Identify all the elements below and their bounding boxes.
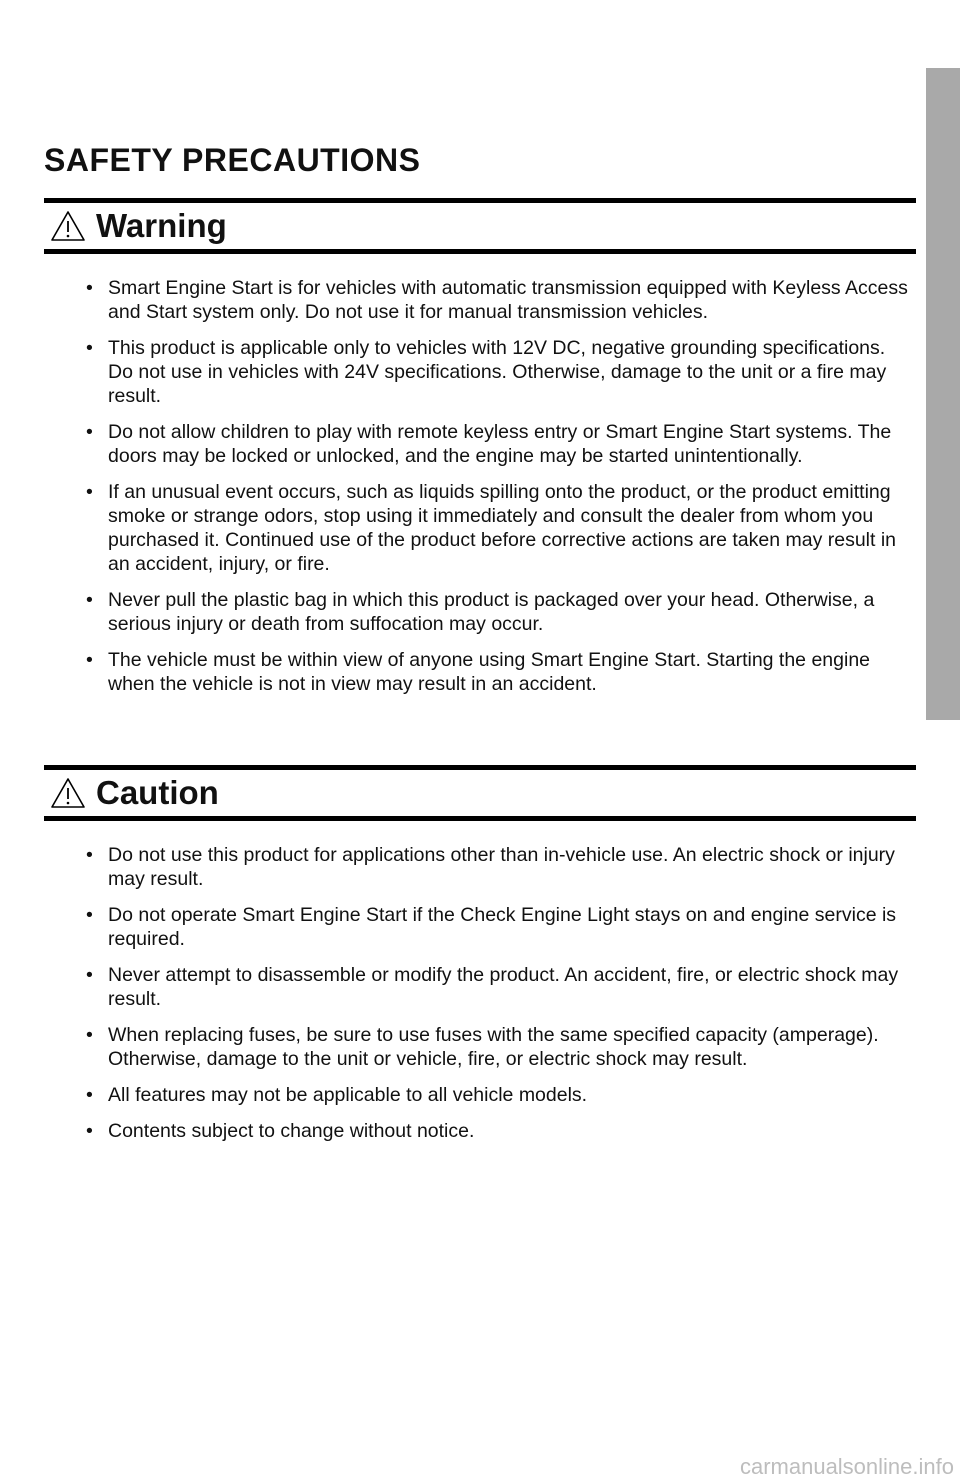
bullet: • [86,1084,93,1106]
list-item-text: Do not operate Smart Engine Start if the Check Engine Light stays on and engine service is required. [108,904,897,950]
bullet: • [86,589,93,611]
list-item-text: Never attempt to disassemble or modify the product. An accident, fire, or electric shock may result. [108,964,899,1010]
side-tab [926,68,960,720]
bullet: • [86,277,93,299]
warning-list [82,276,912,696]
warning-header [44,198,916,254]
list-item [82,648,912,696]
list-item-text: This product is applicable only to vehicles with 12V DC, negative grounding specifications. Do not use in vehicles with 24V specifications. Otherwise, damage to the unit or a fire may result. [108,337,887,407]
list-item [82,1083,912,1107]
watermark: carmanualsonline.info [739,1454,954,1479]
bullet: • [86,1024,93,1046]
list-item-text: The vehicle must be within view of anyone using Smart Engine Start. Starting the engine when the vehicle is not in view may result in an accident. [108,649,871,695]
warning-heading: Warning [96,207,227,244]
bullet: • [86,481,93,503]
list-item-text: Never pull the plastic bag in which this product is packaged over your head. Otherwise, a serious injury or death from suffocation may occur. [108,589,875,635]
list-item-text: Contents subject to change without notice. [108,1120,475,1142]
list-item-text: When replacing fuses, be sure to use fuses with the same specified capacity (amperage). Otherwise, damage to the unit or vehicle, fire, or electric shock may result. [108,1024,879,1070]
list-item-text: All features may not be applicable to all vehicle models. [108,1084,588,1106]
list-item-text: Do not use this product for applications other than in-vehicle use. An electric shock or injury may result. [108,844,895,890]
bullet: • [86,1120,93,1142]
list-item [82,336,912,408]
list-item [82,1023,912,1071]
list-item [82,276,912,324]
caution-section [44,765,916,1155]
list-item [82,420,912,468]
list-item-text: Smart Engine Start is for vehicles with automatic transmission equipped with Keyless Access and Start system only. Do not use it for manual transmission vehicles. [108,277,908,323]
list-item-text: Do not allow children to play with remote keyless entry or Smart Engine Start systems. The doors may be locked or unlocked, and the engine may be started unintentionally. [108,421,892,467]
bullet: • [86,904,93,926]
list-item [82,1119,912,1143]
warning-section [44,198,916,708]
bullet: • [86,964,93,986]
bullet: • [86,844,93,866]
caution-header [44,765,916,821]
list-item [82,903,912,951]
bullet: • [86,421,93,443]
list-item-text: If an unusual event occurs, such as liquids spilling onto the product, or the product emitting smoke or strange odors, stop using it immediately and consult the dealer from whom you purchased it. Continued use of the product before corrective actions are taken may result in an accident, injury, or fire. [108,481,897,575]
warning-triangle-icon [50,210,86,242]
bullet: • [86,649,93,671]
warning-triangle-icon [50,777,86,809]
list-item [82,588,912,636]
page-title: SAFETY PRECAUTIONS [44,142,421,178]
caution-heading: Caution [96,774,219,811]
caution-list [82,843,912,1143]
list-item [82,480,912,576]
list-item [82,843,912,891]
list-item [82,963,912,1011]
bullet: • [86,337,93,359]
